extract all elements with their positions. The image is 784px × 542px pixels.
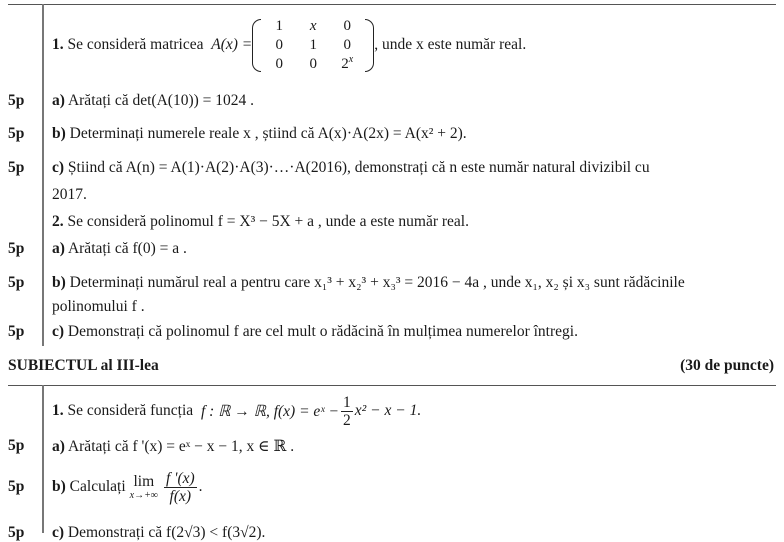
matrix-cell: x (309, 17, 317, 34)
item-label: a) (52, 92, 65, 109)
function-rest: x² − x − 1. (354, 402, 422, 419)
item-1c (52, 159, 650, 177)
item-1b (52, 125, 467, 143)
item-2c (52, 323, 578, 341)
fraction-denominator: 2 (343, 411, 351, 429)
item-text-after: . (198, 478, 203, 495)
points-label: 5p (8, 92, 25, 109)
item-label: b) (52, 274, 66, 291)
points-label: 5p (8, 125, 25, 142)
problem-number: 1. (52, 36, 64, 53)
item-text: Știind că A(n) = A(1)·A(2)·A(3)·…·A(2016), demonstrați că n este număr natural divizibil cu (67, 159, 650, 176)
fraction-one-half (341, 394, 353, 429)
matrix-cell: 0 (343, 17, 352, 34)
section-title: SUBIECTUL al III-lea (8, 357, 159, 374)
item-III-1c (52, 524, 265, 542)
item-text: Determinați numerele reale x , știind că A(x)·A(2x) = A(x² + 2). (69, 125, 467, 142)
item-1c-continuation: 2017. (52, 186, 87, 203)
points-label: 5p (8, 478, 25, 495)
item-text: Arătați că det(A(10)) = 1024 . (67, 92, 255, 109)
item-1a (52, 92, 254, 110)
item-III-1a (52, 437, 294, 456)
matrix-A (252, 17, 374, 74)
matrix-cell: 0 (275, 55, 284, 72)
item-2a (52, 240, 187, 258)
item-label: b) (52, 478, 66, 495)
limit-fraction (164, 470, 197, 505)
item-III-1b (52, 465, 203, 509)
matrix-cell-power: 2$^x$ (341, 53, 354, 72)
matrix-lhs: A(x) = (211, 36, 253, 53)
points-label: 5p (8, 240, 25, 257)
fraction-numerator: f '(x) (165, 469, 195, 487)
problem-number: 2. (52, 213, 64, 230)
limit-symbol: lim (133, 473, 155, 490)
item-text: Demonstrați că polinomul f are cel mult o rădăcină în mulțimea numerelor întregi. (67, 323, 578, 340)
problem-1-intro (52, 10, 526, 80)
problem-2-intro (52, 213, 469, 231)
fraction-numerator: 1 (343, 393, 351, 411)
fraction-denominator: f(x) (169, 487, 192, 505)
top-rule (8, 4, 776, 5)
matrix-cell: 1 (309, 36, 318, 53)
points-column-divider-1 (42, 4, 44, 346)
item-label: c) (52, 524, 65, 541)
matrix-cell: 0 (275, 36, 284, 53)
item-label: a) (52, 240, 65, 257)
points-column-divider-2 (42, 385, 44, 533)
problem-text: Se consideră funcția (67, 402, 194, 419)
points-label: 5p (8, 274, 25, 291)
matrix-cell: 0 (309, 55, 318, 72)
item-label: b) (52, 125, 66, 142)
item-label: c) (52, 323, 65, 340)
problem-text: Se consideră polinomul f = X³ − 5X + a , unde a este număr real. (67, 213, 469, 230)
item-text: Arătați că f(0) = a . (67, 240, 187, 257)
points-label: 5p (8, 437, 25, 454)
item-text: Calculați (69, 478, 126, 495)
points-label: 5p (8, 159, 25, 176)
function-definition: f : ℝ → ℝ, f(x) = eˣ − (200, 402, 340, 420)
problem-III-1-intro (52, 392, 421, 430)
item-text: Determinați numărul real a pentru care x₁³ + x₂³ + x₃³ = 2016 − 4a , unde x₁, x₂ și x₃ sunt rădăcinile (69, 274, 685, 291)
item-2b-continuation: polinomului f . (52, 298, 145, 315)
matrix-cell: 0 (343, 36, 352, 53)
limit-operator (130, 473, 158, 501)
problem-text-after: , unde x este număr real. (374, 36, 527, 53)
item-label: c) (52, 159, 65, 176)
points-label: 5p (8, 323, 25, 340)
item-label: a) (52, 438, 65, 455)
limit-subscript: x→+∞ (129, 490, 158, 501)
item-2b (52, 274, 685, 292)
problem-text: Se consideră matricea (67, 36, 204, 53)
problem-number: 1. (52, 402, 64, 419)
points-label: 5p (8, 524, 25, 541)
matrix-cell: 1 (275, 17, 284, 34)
item-text: Arătați că f '(x) = eˣ − x − 1, x ∈ ℝ . (67, 438, 295, 455)
section-rule (8, 385, 776, 386)
section-points: (30 de puncte) (680, 357, 774, 374)
item-text: Demonstrați că f(2√3) < f(3√2). (67, 524, 266, 541)
